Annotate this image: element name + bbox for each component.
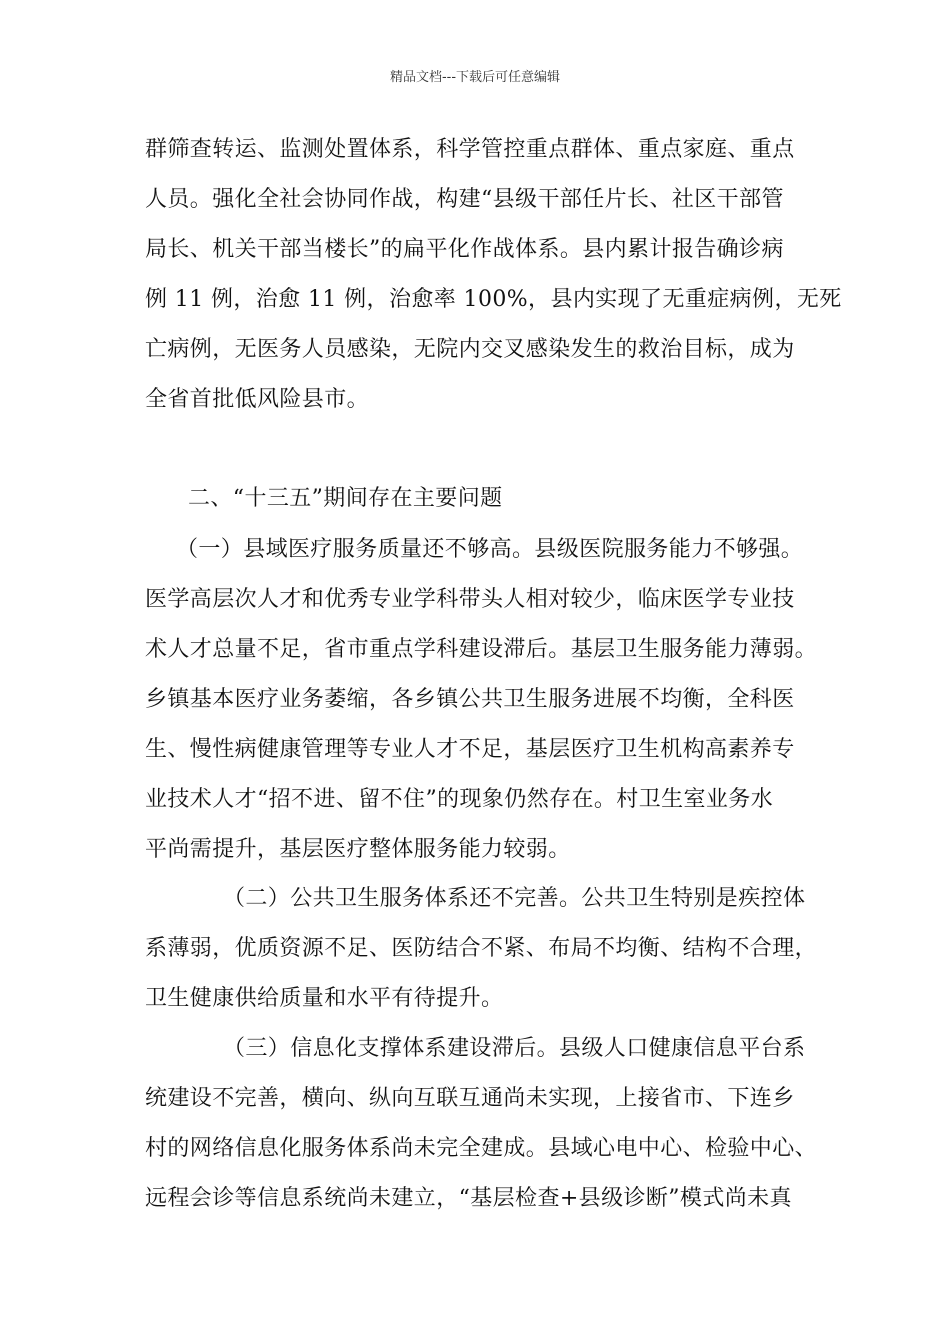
text-line: 术人才总量不足，省市重点学科建设滞后。基层卫生服务能力薄弱。 [145, 637, 818, 662]
text-line: 群筛查转运、监测处置体系，科学管控重点群体、重点家庭、重点 [145, 137, 795, 162]
text-line: 全省首批低风险县市。 [145, 387, 370, 412]
text-line: 平尚需提升，基层医疗整体服务能力较弱。 [145, 837, 571, 862]
text-line: 统建设不完善，横向、纵向互联互通尚未实现，上接省市、下连乡 [145, 1086, 795, 1111]
text-line: 生、慢性病健康管理等专业人才不足，基层医疗卫生机构高素养专 [145, 737, 795, 762]
text-line: 村的网络信息化服务体系尚未完全建成。县域心电中心、检验中心、 [145, 1136, 818, 1161]
text-line: 卫生健康供给质量和水平有待提升。 [145, 986, 504, 1011]
text-line: 业技术人才“招不进、留不住”的现象仍然存在。村卫生室业务水 [145, 787, 774, 812]
text-line: 局长、机关干部当楼长”的扁平化作战体系。县内累计报告确诊病 [145, 237, 784, 262]
text-line: 远程会诊等信息系统尚未建立，“基层检查+县级诊断”模式尚未真 [145, 1186, 792, 1211]
page-header: 精品文档---下载后可任意编辑 [389, 70, 561, 85]
text-line: 人员。强化全社会协同作战，构建“县级干部任片长、社区干部管 [145, 187, 784, 212]
text-line: 例 11 例，治愈 11 例，治愈率 100%，县内实现了无重症病例，无死 [145, 287, 842, 312]
text-line: 医学高层次人才和优秀专业学科带头人相对较少，临床医学专业技 [145, 587, 795, 612]
text-line: 亡病例，无医务人员感染，无院内交叉感染发生的救治目标，成为 [145, 337, 795, 362]
section-heading: 二、“十三五”期间存在主要问题 [188, 486, 503, 511]
text-line: （二）公共卫生服务体系还不完善。公共卫生特别是疾控体 [223, 886, 806, 911]
text-line: （三）信息化支撑体系建设滞后。县级人口健康信息平台系 [223, 1036, 806, 1061]
text-line: 系薄弱，优质资源不足、医防结合不紧、布局不均衡、结构不合理， [145, 936, 818, 961]
text-line: 乡镇基本医疗业务萎缩，各乡镇公共卫生服务进展不均衡，全科医 [145, 687, 795, 712]
text-line: （一）县域医疗服务质量还不够高。县级医院服务能力不够强。 [176, 537, 804, 562]
